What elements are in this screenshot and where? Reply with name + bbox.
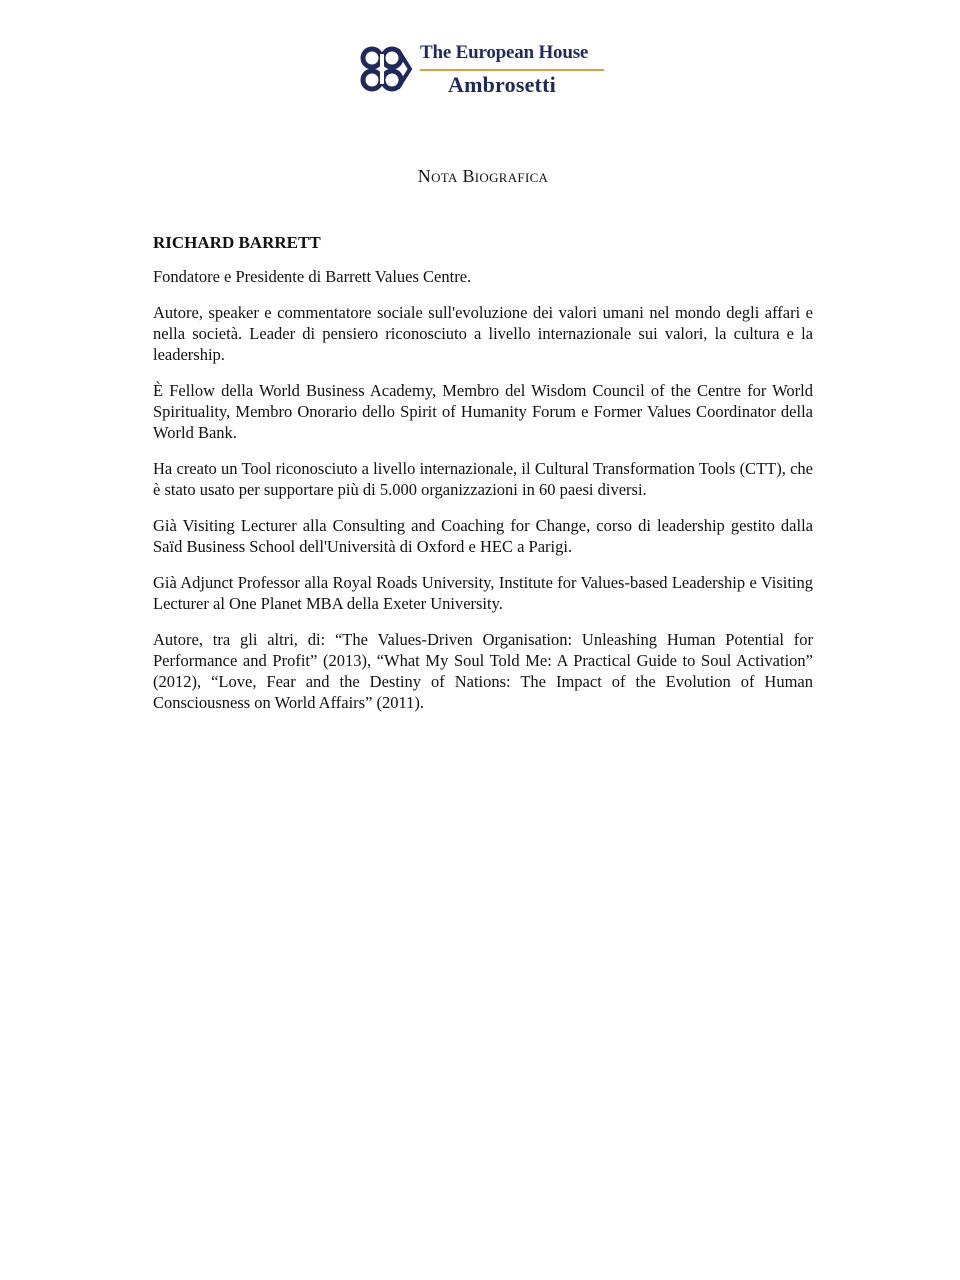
logo-line-1: The European House	[420, 42, 589, 63]
bio-paragraph: Già Visiting Lecturer alla Consulting and Coaching for Change, corso di leadership gestito dalla Saïd Business School dell'Università di Oxford e HEC a Parigi.	[153, 516, 813, 556]
bio-paragraph: È Fellow della World Business Academy, Membro del Wisdom Council of the Centre for World Spirituality, Membro Onorario dello Spirit of Humanity Forum e Former Values Coordinator della World Bank.	[153, 381, 813, 442]
bio-paragraph: Autore, speaker e commentatore sociale sull'evoluzione dei valori umani nel mondo degli affari e nella società. Leader di pensiero riconosciuto a livello internazionale sui valori, la cultura e la leadership.	[153, 303, 813, 364]
document-title: Nota Biografica	[417, 166, 549, 186]
bio-paragraph: Già Adjunct Professor alla Royal Roads University, Institute for Values-based Leadership e Visiting Lecturer al One Planet MBA della Exeter University.	[153, 573, 813, 613]
logo-mark-icon	[358, 44, 414, 94]
logo-text	[420, 40, 608, 98]
bio-paragraph: Ha creato un Tool riconosciuto a livello internazionale, il Cultural Transformation Tools (CTT), che è stato usato per supportare più di 5.000 organizzazioni in 60 paesi diversi.	[153, 459, 813, 499]
company-logo	[358, 40, 608, 98]
person-name: RICHARD BARRETT	[153, 233, 321, 252]
logo-line-2: Ambrosetti	[448, 72, 556, 97]
bio-paragraph: Autore, tra gli altri, di: “The Values-Driven Organisation: Unleashing Human Potential for Performance and Profit” (2013), “What My Soul Told Me: A Practical Guide to Soul Activation” (2012), “Love, Fear and the Destiny of Nations: The Impact of the Evolution of Human Consciousness on World Affairs” (2011).	[153, 630, 813, 712]
bio-content	[153, 232, 813, 728]
logo-divider	[420, 69, 604, 71]
bio-paragraph: Fondatore e Presidente di Barrett Values Centre.	[153, 267, 472, 286]
